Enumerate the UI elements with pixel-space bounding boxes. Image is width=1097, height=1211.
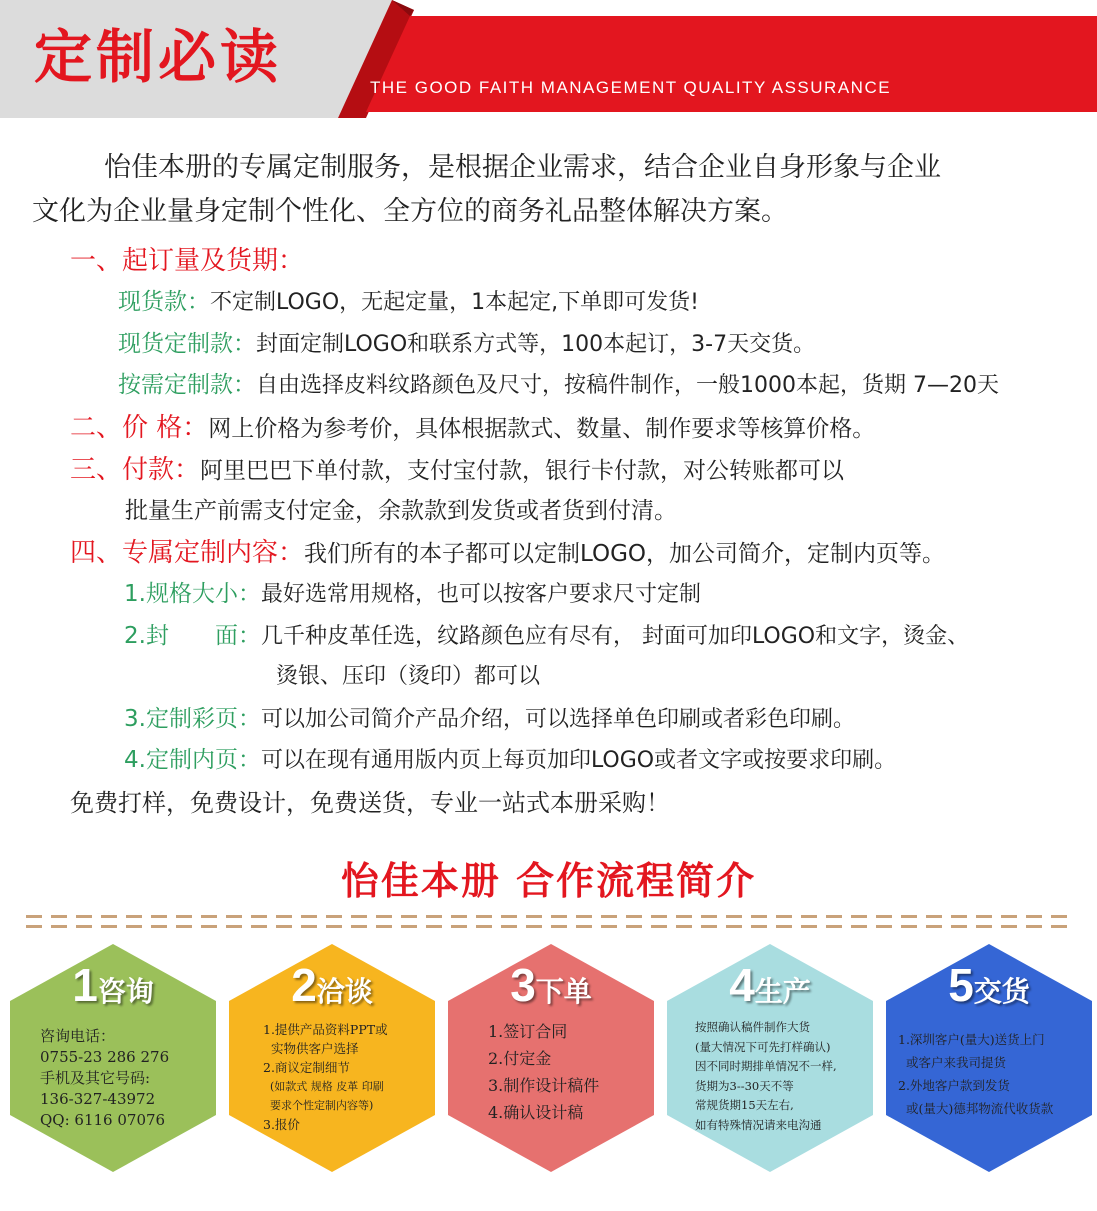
intro-line-2: 文化为企业量身定制个性化、全方位的商务礼品整体解决方案。: [32, 196, 788, 227]
intro-line-1: 怡佳本册的专属定制服务，是根据企业需求，结合企业自身形象与企业: [104, 152, 941, 183]
section-4-item-label: 1.规格大小：: [124, 581, 261, 607]
step-details: [263, 1020, 453, 1134]
step-line: 3.制作设计稿件: [488, 1076, 600, 1095]
section-1-item: [118, 370, 999, 401]
section-1-item: [118, 329, 815, 360]
step-label: 咨询: [97, 975, 154, 1008]
dashed-divider: [26, 925, 1071, 928]
section-4-item-label: 3.定制彩页：: [124, 706, 261, 732]
step-number: 5: [948, 959, 974, 1011]
step-label: 生产: [754, 975, 811, 1008]
step-details: [488, 1018, 678, 1126]
section-2-text: 网上价格为参考价，具体根据款式、数量、制作要求等核算价格。: [208, 416, 876, 442]
step-details: [695, 1018, 885, 1135]
step-line: 3.报价: [263, 1117, 300, 1132]
step-label: 交货: [973, 975, 1030, 1008]
step-line: QQ: 6116 07076: [40, 1111, 166, 1129]
section-4-item-text-2: 烫银、压印（烫印）都可以: [276, 664, 541, 689]
step-line: 如有特殊情况请来电沟通: [695, 1117, 822, 1132]
section-4-item-label: 4.定制内页：: [124, 747, 261, 773]
step-line: 1.签订合同: [488, 1022, 568, 1041]
step-line: 实物供客户选择: [263, 1041, 359, 1056]
process-step-1: [10, 944, 216, 1172]
section-3-text-2: 批量生产前需支付定金，余款款到发货或者货到付清。: [125, 498, 677, 524]
step-line: 货期为3--30天不等: [695, 1078, 794, 1093]
section-2-row: [70, 413, 875, 445]
step-line: 手机及其它号码:: [40, 1069, 151, 1087]
step-number: 2: [291, 959, 317, 1011]
step-details: [898, 1028, 1088, 1120]
step-line: (如款式 规格 皮革 印刷: [263, 1080, 384, 1093]
section-3-row: [70, 455, 844, 487]
section-1-item-text: 不定制LOGO，无起定量，1本起定,下单即可发货!: [210, 290, 699, 315]
step-label: 下单: [535, 975, 592, 1008]
section-4-item: [124, 704, 855, 735]
process-step-2: [229, 944, 435, 1172]
step-label: 洽谈: [316, 975, 373, 1008]
section-1-item: [118, 287, 699, 318]
step-line: 0755-23 286 276: [40, 1048, 170, 1066]
step-heading: [10, 958, 216, 1012]
section-4-item: [124, 621, 969, 652]
section-1-item-label: 按需定制款：: [118, 372, 256, 398]
section-4-item-label: 2.封 面：: [124, 623, 261, 649]
process-step-3: [448, 944, 654, 1172]
section-1-item-text: 封面定制LOGO和联系方式等，100本起订，3-7天交货。: [256, 332, 816, 357]
section-3-text: 阿里巴巴下单付款，支付宝付款，银行卡付款，对公转账都可以: [200, 458, 845, 484]
step-heading: [667, 958, 873, 1012]
step-line: 136-327-43972: [40, 1090, 156, 1108]
header-banner: [0, 0, 1097, 118]
process-step-4: [667, 944, 873, 1172]
step-line: 2.付定金: [488, 1049, 552, 1068]
step-line: 常规货期15天左右,: [695, 1098, 794, 1112]
step-line: 2.外地客户款到发货: [898, 1078, 1010, 1093]
section-4-item-text: 几千种皮革任选，纹路颜色应有尽有， 封面可加印LOGO和文字，烫金、: [260, 624, 970, 649]
section-4-text: 我们所有的本子都可以定制LOGO，加公司简介，定制内页等。: [304, 541, 946, 567]
step-line: 或客户来我司提货: [898, 1055, 1006, 1070]
section-1-item-text: 自由选择皮料纹路颜色及尺寸，按稿件制作，一般1000本起，货期 7—20天: [256, 373, 999, 398]
step-number: 4: [729, 959, 755, 1011]
step-line: 4.确认设计稿: [488, 1103, 584, 1122]
step-line: 要求个性定制内容等): [263, 1099, 374, 1112]
section-4-heading: 四、专属定制内容：: [70, 538, 305, 568]
section-3-heading: 三、付款：: [70, 455, 201, 485]
dashed-divider: [26, 915, 1071, 918]
step-line: 按照确认稿件制作大货: [695, 1020, 810, 1034]
step-line: (量大情况下可先打样确认): [695, 1039, 831, 1054]
step-line: 1.深圳客户(量大)送货上门: [898, 1032, 1045, 1047]
section-4-item-text: 可以在现有通用版内页上每页加印LOGO或者文字或按要求印刷。: [260, 748, 897, 773]
page-title: 定制必读: [34, 23, 283, 91]
page-subtitle: THE GOOD FAITH MANAGEMENT QUALITY ASSURANCE: [370, 78, 892, 97]
section-1-heading-row: [70, 246, 304, 278]
step-line: 因不同时期排单情况不一样,: [695, 1059, 837, 1073]
section-1-item-label: 现货定制款：: [118, 331, 256, 357]
step-number: 3: [510, 959, 536, 1011]
step-details: [40, 1026, 230, 1131]
step-heading: [886, 958, 1092, 1012]
step-heading: [448, 958, 654, 1012]
process-step-5: [886, 944, 1092, 1172]
section-4-item-text: 可以加公司简介产品介绍，可以选择单色印刷或者彩色印刷。: [260, 707, 855, 732]
step-line: 或(量大)德邦物流代收货款: [898, 1101, 1054, 1116]
step-line: 2.商议定制细节: [263, 1060, 350, 1075]
section-4-item: [124, 579, 701, 610]
section-1-item-label: 现货款：: [118, 289, 210, 315]
section-4-row: [70, 538, 945, 570]
step-heading: [229, 958, 435, 1012]
closing-line: 免费打样，免费设计，免费送货，专业一站式本册采购！: [70, 789, 670, 817]
section-4-item-text: 最好选常用规格，也可以按客户要求尺寸定制: [260, 582, 701, 607]
section-2-heading: 二、价 格：: [70, 413, 209, 443]
step-line: 1.提供产品资料PPT或: [263, 1022, 388, 1037]
process-title: 怡佳本册 合作流程简介: [340, 858, 757, 903]
section-4-item: [124, 745, 896, 776]
step-number: 1: [72, 959, 98, 1011]
step-line: 咨询电话：: [40, 1027, 116, 1045]
section-1-heading: 一、起订量及货期：: [70, 246, 305, 276]
